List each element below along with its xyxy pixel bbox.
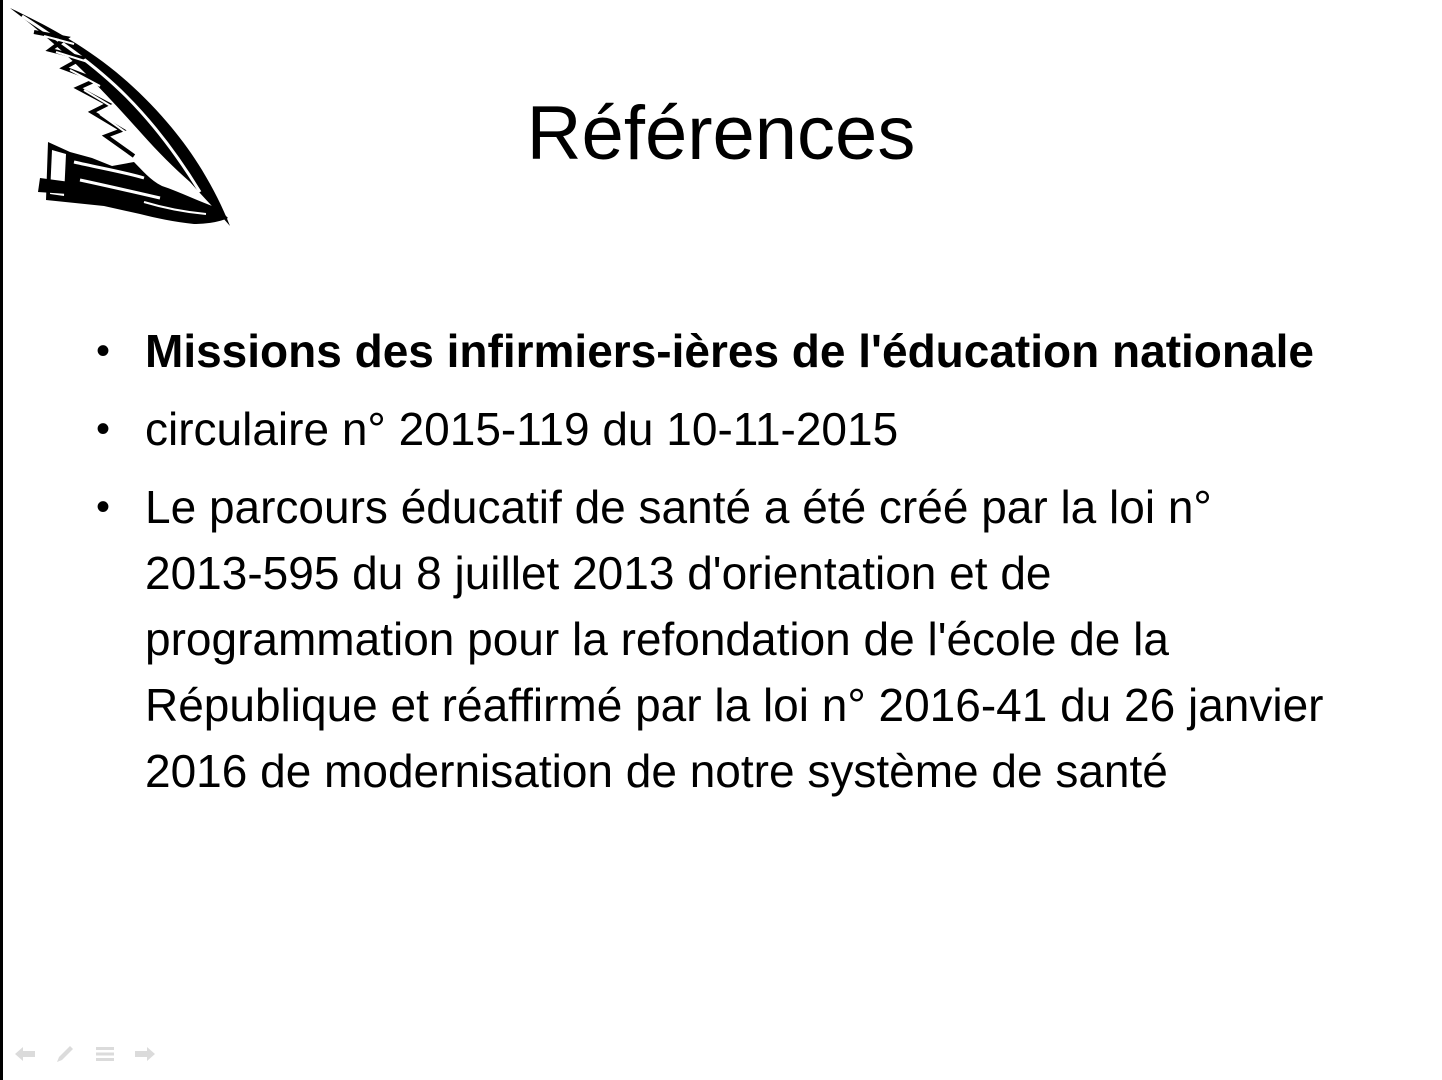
previous-slide-button[interactable]	[12, 1042, 38, 1066]
bullet-item-circulaire	[0, 396, 1442, 462]
bullet-item-missions	[0, 318, 1442, 384]
next-arrow-icon	[134, 1046, 156, 1062]
bullet-dot: •	[95, 407, 110, 451]
slideshow-nav-controls	[12, 1042, 158, 1066]
pen-button[interactable]	[52, 1042, 78, 1066]
bullet-dot: •	[95, 485, 110, 529]
menu-icon	[95, 1046, 115, 1062]
bullet-item-parcours	[0, 474, 1442, 804]
bullet-list	[0, 318, 1442, 816]
bullet-dot: •	[95, 329, 110, 373]
bullet-text: Le parcours éducatif de santé a été créé par la loi n° 2013-595 du 8 juillet 2013 d'orientation et de programmation pour la refondation de l'école de la République et réaffirmé par la loi n° 2016-41 du 26 janvier 2016 de modernisation de notre système de santé	[145, 481, 1324, 797]
bullet-text: circulaire n° 2015-119 du 10-11-2015	[145, 403, 899, 455]
pen-icon	[55, 1044, 75, 1064]
slide-title: Références	[526, 91, 916, 176]
slide-menu-button[interactable]	[92, 1042, 118, 1066]
previous-arrow-icon	[14, 1046, 36, 1062]
next-slide-button[interactable]	[132, 1042, 158, 1066]
bullet-text: Missions des infirmiers-ières de l'éducation nationale	[145, 325, 1314, 377]
